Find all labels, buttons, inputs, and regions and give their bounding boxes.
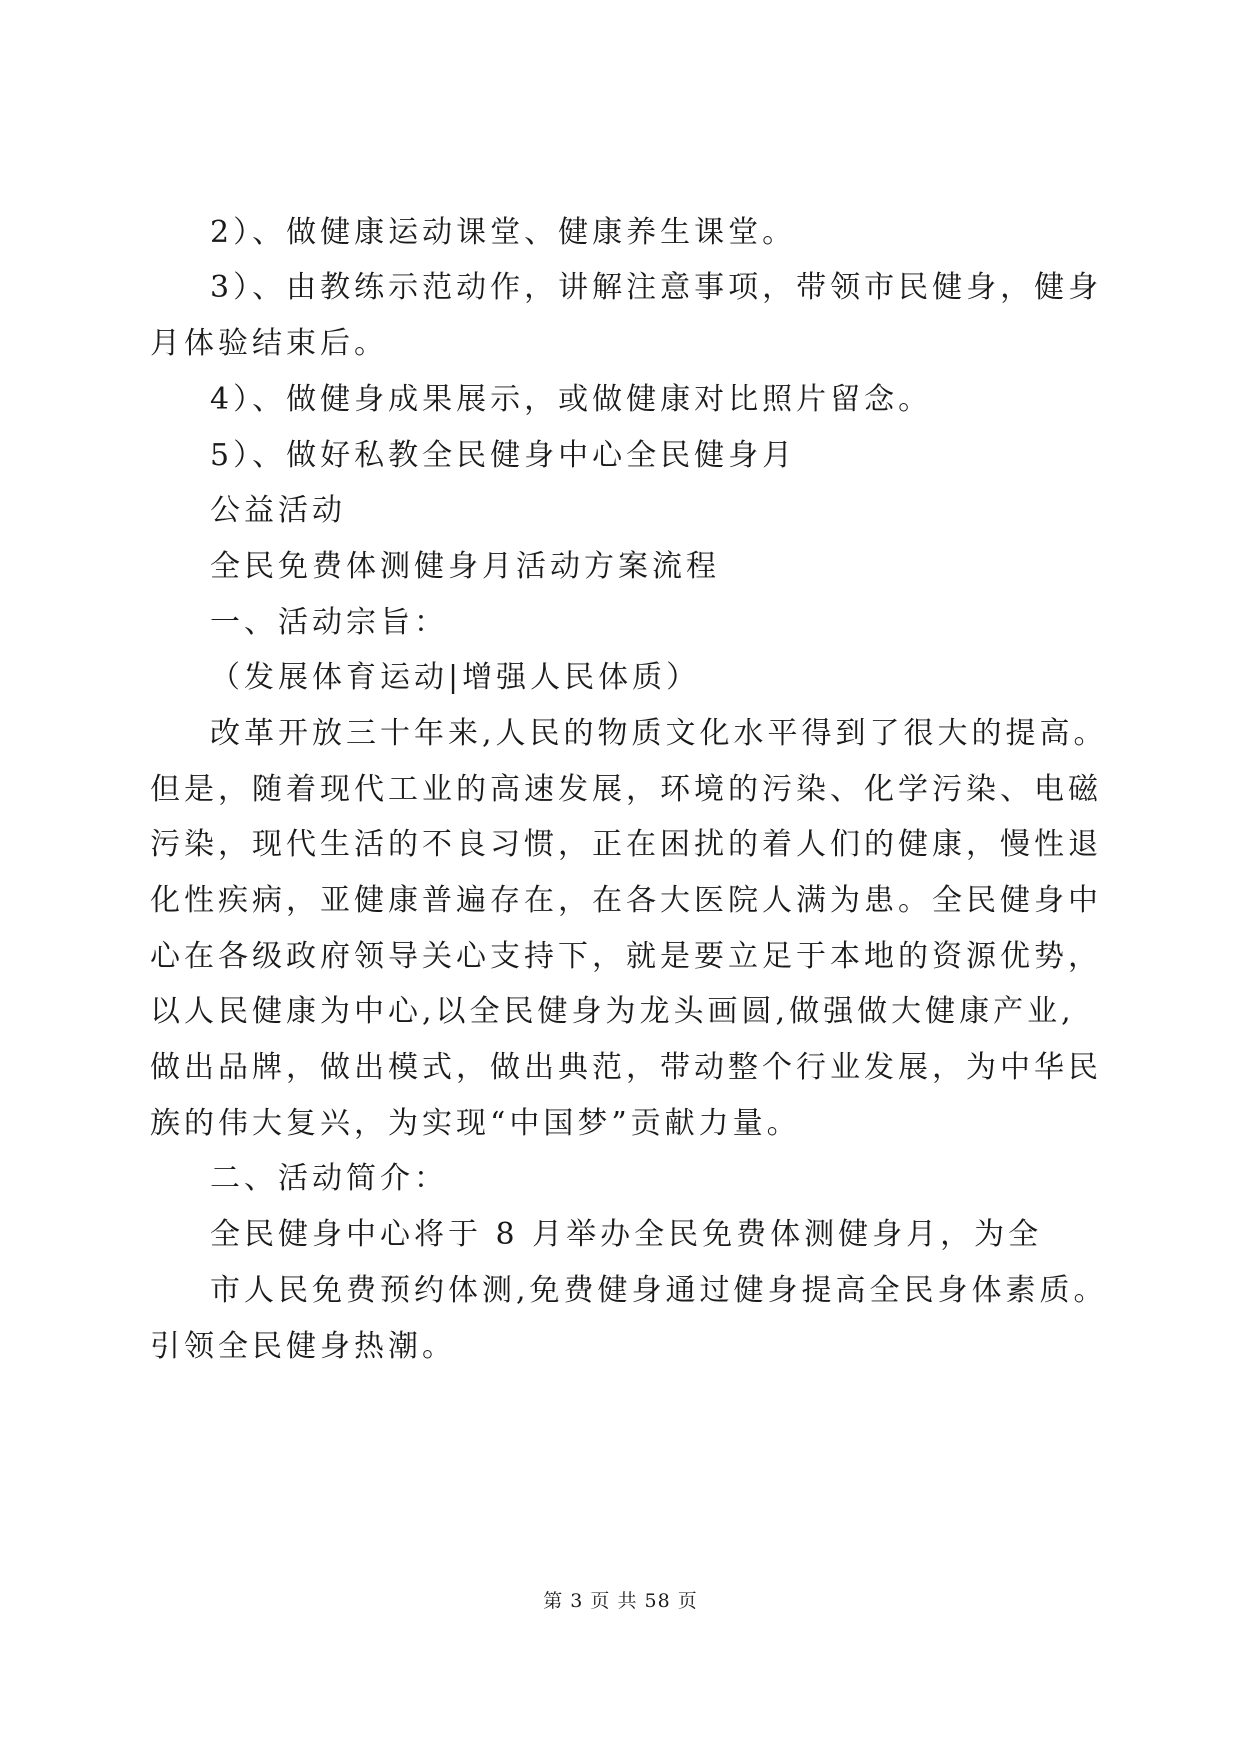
text-line: 族的伟大复兴，为实现“中国梦”贡献力量。 [150, 1106, 801, 1141]
text-line: 引领全民健身热潮。 [150, 1329, 456, 1364]
section-heading: 一、活动宗旨： [210, 605, 448, 640]
text-line: 3）、由教练示范动作，讲解注意事项，带领市民健身，健身 [210, 270, 1103, 305]
text-line: 5）、做好私教全民健身中心全民健身月 [210, 438, 797, 473]
text-line: 化性疾病，亚健康普遍存在，在各大医院人满为患。全民健身中 [150, 883, 1102, 918]
text-line: 以人民健康为中心,以全民健身为龙头画圆,做强做大健康产业, [150, 994, 1075, 1029]
text-line: 市人民免费预约体测,免费健身通过健身提高全民身体素质。 [210, 1273, 1108, 1308]
section-heading: 二、活动简介： [210, 1161, 448, 1196]
text-line: 月体验结束后。 [150, 326, 388, 361]
text-line: 公益活动 [210, 493, 346, 528]
text-line: 2）、做健康运动课堂、健康养生课堂。 [210, 215, 797, 250]
text-line: 改革开放三十年来,人民的物质文化水平得到了很大的提高。 [210, 716, 1108, 751]
text-line: 4）、做健身成果展示，或做健康对比照片留念。 [210, 382, 933, 417]
text-line: （发展体育运动|增强人民体质） [210, 660, 701, 695]
text-line: 做出品牌，做出模式，做出典范，带动整个行业发展，为中华民 [150, 1050, 1102, 1085]
text-line: 全民健身中心将于 8 月举办全民免费体测健身月，为全 [210, 1217, 1043, 1252]
text-line: 污染，现代生活的不良习惯，正在困扰的着人们的健康，慢性退 [150, 827, 1102, 862]
text-line: 心在各级政府领导关心支持下，就是要立足于本地的资源优势， [150, 939, 1102, 974]
page-number-footer: 第 3 页 共 58 页 [543, 1590, 698, 1612]
text-line: 全民免费体测健身月活动方案流程 [210, 549, 720, 584]
text-line: 但是，随着现代工业的高速发展，环境的污染、化学污染、电磁 [150, 772, 1102, 807]
